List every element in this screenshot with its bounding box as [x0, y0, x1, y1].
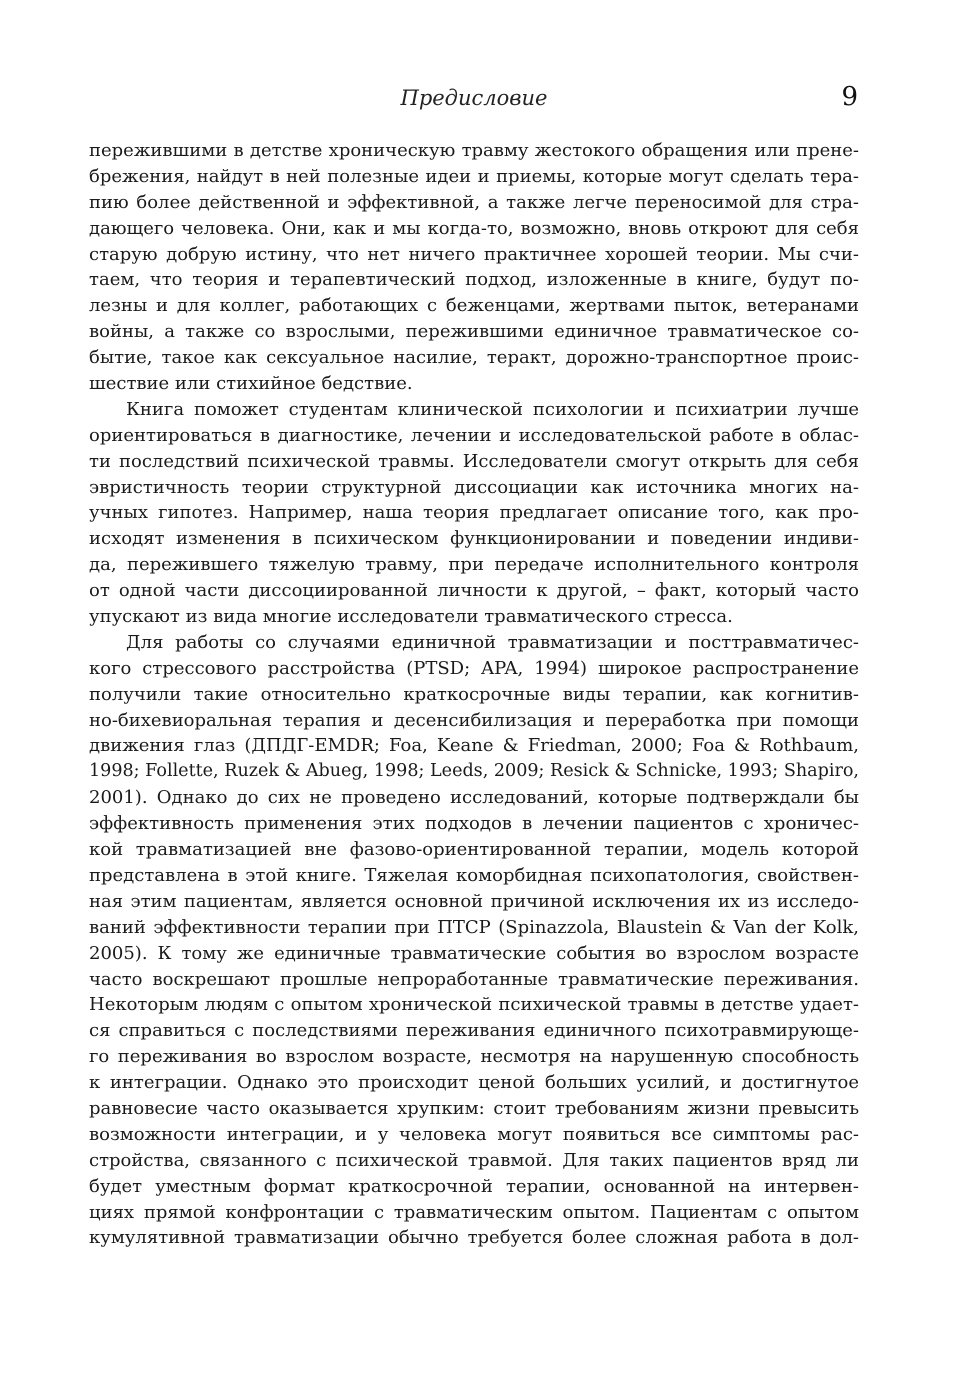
text-line: бытие, такое как сексуальное насилие, теракт, дорожно-транспортное проис-	[89, 347, 859, 369]
text-line: будет уместным формат краткосрочной терапии, основанной на интервен-	[89, 1175, 859, 1197]
paragraph	[89, 138, 859, 397]
text-line: движения глаз (ДПДГ-EMDR; Foa, Keane & Friedman, 2000; Foa & Rothbaum,	[89, 735, 859, 757]
text-line: 2001). Однако до сих не проведено исследований, которые подтверждали бы	[89, 787, 859, 809]
text-line: часто воскрешают прошлые непроработанные травматические переживания.	[89, 968, 859, 990]
text-line: Некоторым людям с опытом хронической психической травмы в детстве удает-	[89, 994, 859, 1016]
text-line: кумулятивной травматизации обычно требуется более сложная работа в дол-	[89, 1227, 859, 1249]
text-line: пережившими в детстве хроническую травму жестокого обращения или прене-	[89, 140, 859, 161]
text-line: шествие или стихийное бедствие.	[89, 373, 413, 395]
text-line: ваний эффективности терапии при ПТСР (Spinazzola, Blaustein & Van der Kolk,	[89, 916, 859, 938]
text-line: ся справиться с последствиями переживания единичного психотравмирующе-	[89, 1020, 859, 1042]
text-line: к интеграции. Однако это происходит ценой больших усилий, и достигнутое	[89, 1072, 859, 1094]
text-line: го переживания во взрослом возрасте, несмотря на нарушенную способность	[89, 1046, 859, 1068]
text-line: 2005). К тому же единичные травматические события во взрослом возрасте	[89, 942, 859, 964]
text-line: ная этим пациентам, является основной причиной исключения их из исследо-	[89, 890, 859, 912]
text-line: возможности интеграции, и у человека могут появиться все симптомы рас-	[89, 1123, 859, 1145]
text-line: Книга поможет студентам клинической психологии и психиатрии лучше	[126, 398, 859, 420]
text-line: дающего человека. Они, как и мы когда-то, возможно, вновь откроют для себя	[89, 217, 859, 239]
paragraph	[89, 397, 859, 630]
text-line: кого стрессового расстройства (PTSD; APA, 1994) широкое распространение	[89, 657, 859, 679]
text-line: пию более действенной и эффективной, а также легче переносимой для стра-	[89, 191, 859, 213]
text-line: равновесие часто оказывается хрупким: стоит требованиям жизни превысить	[89, 1097, 859, 1119]
running-title: Предисловие	[400, 86, 548, 110]
text-line: войны, а также со взрослыми, пережившими единичное травматическое со-	[89, 321, 859, 343]
text-line: Для работы со случаями единичной травматизации и посттравматичес-	[126, 631, 859, 653]
text-line: эффективность применения этих подходов в лечении пациентов с хроничес-	[89, 813, 859, 835]
text-line: ориентироваться в диагностике, лечении и исследовательской работе в облас-	[89, 424, 859, 446]
running-head	[88, 84, 860, 116]
text-line: да, пережившего тяжелую травму, при передаче исполнительного контроля	[89, 554, 859, 576]
text-line: брежения, найдут в ней полезные идеи и приемы, которые могут сделать тера-	[89, 165, 859, 187]
text-line: циях прямой конфронтации с травматическим опытом. Пациентам с опытом	[89, 1201, 859, 1223]
text-line: получили такие относительно краткосрочные виды терапии, как когнитив-	[89, 683, 859, 705]
text-line: 1998; Follette, Ruzek & Abueg, 1998; Leeds, 2009; Resick & Schnicke, 1993; Shapiro,	[89, 761, 859, 782]
text-line: стройства, связанного с психической травмой. Для таких пациентов вряд ли	[89, 1149, 859, 1171]
text-line: ти последствий психической травмы. Исследователи смогут открыть для себя	[89, 450, 859, 472]
text-line: упускают из вида многие исследователи травматического стресса.	[89, 606, 733, 628]
text-line: эвристичность теории структурной диссоциации как источника многих на-	[89, 476, 859, 498]
text-line: лезны и для коллег, работающих с беженцами, жертвами пыток, ветеранами	[89, 295, 859, 317]
text-line: от одной части диссоциированной личности к другой, – факт, который часто	[89, 580, 859, 602]
text-line: учных гипотез. Например, наша теория предлагает описание того, как про-	[89, 502, 859, 524]
paragraph	[89, 630, 859, 1251]
text-line: но-бихевиоральная терапия и десенсибилизация и переработка при помощи	[89, 709, 859, 731]
text-line: старую добрую истину, что нет ничего практичнее хорошей теории. Мы счи-	[89, 243, 859, 265]
page-number: 9	[841, 82, 858, 112]
text-line: кой травматизацией вне фазово-ориентированной терапии, модель которой	[89, 839, 859, 861]
text-line: таем, что теория и терапевтический подход, изложенные в книге, будут по-	[89, 269, 859, 291]
body-text	[89, 138, 859, 1251]
text-line: представлена в этой книге. Тяжелая коморбидная психопатология, свойствен-	[89, 864, 859, 886]
text-line: исходят изменения в психическом функционировании и поведении индиви-	[89, 528, 859, 550]
